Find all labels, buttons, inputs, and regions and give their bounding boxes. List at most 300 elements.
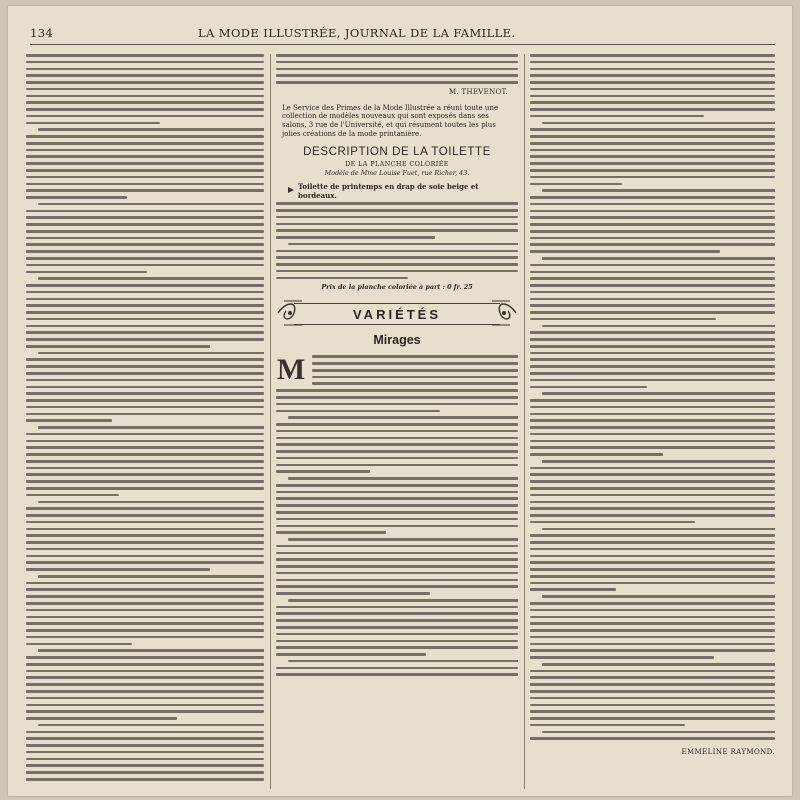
text-line (26, 155, 264, 158)
text-line (530, 318, 716, 321)
text-line (26, 183, 264, 186)
text-line (26, 487, 264, 490)
text-line (530, 155, 775, 158)
text-line (276, 470, 370, 473)
text-line (530, 101, 775, 104)
text-line (530, 440, 775, 443)
text-line (530, 250, 720, 253)
text-line (26, 257, 264, 260)
text-line (26, 446, 264, 449)
text-line (26, 345, 210, 348)
text-line (276, 209, 518, 212)
text-line (26, 663, 264, 666)
text-line (276, 545, 518, 548)
text-line (26, 406, 264, 409)
text-line (26, 298, 264, 301)
text-line (530, 521, 695, 524)
text-line (276, 423, 518, 426)
text-line (26, 588, 264, 591)
text-line (276, 236, 435, 239)
text-line (542, 392, 775, 395)
text-line (26, 467, 264, 470)
text-line (530, 365, 775, 368)
text-line (26, 284, 264, 287)
text-line (530, 358, 775, 361)
text-line (26, 210, 264, 213)
text-line (38, 649, 264, 652)
text-line (530, 142, 775, 145)
text-line (276, 263, 518, 266)
text-line (530, 74, 775, 77)
text-line (26, 325, 264, 328)
text-line (530, 683, 775, 686)
text-line (530, 338, 775, 341)
text-line (276, 612, 518, 615)
mirages-text (276, 355, 518, 676)
text-line (530, 636, 775, 639)
text-line (26, 676, 264, 679)
text-line (288, 416, 518, 419)
text-line (530, 95, 775, 98)
text-line (530, 210, 775, 213)
text-line (530, 717, 775, 720)
text-line (276, 552, 518, 555)
text-line (276, 504, 518, 507)
text-line (530, 494, 775, 497)
column-divider (270, 54, 271, 789)
text-line (26, 230, 264, 233)
text-line (26, 764, 264, 767)
text-line (530, 88, 775, 91)
text-line (26, 358, 264, 361)
text-line (530, 507, 775, 510)
text-line (312, 355, 518, 358)
text-line (26, 683, 264, 686)
text-line (26, 534, 264, 537)
text-line (530, 399, 775, 402)
left-text-column (26, 54, 264, 792)
text-line (530, 237, 775, 240)
text-line (542, 460, 775, 463)
text-line (276, 646, 518, 649)
text-line (530, 68, 775, 71)
text-line (26, 162, 264, 165)
text-line (530, 609, 775, 612)
text-line (26, 142, 264, 145)
text-line (530, 737, 775, 740)
text-line (38, 352, 264, 355)
text-line (276, 457, 518, 460)
text-line (530, 588, 616, 591)
text-line (542, 122, 775, 125)
text-line (542, 663, 775, 666)
text-line (38, 128, 264, 131)
varietes-vignette (276, 297, 518, 327)
text-line (26, 595, 264, 598)
text-line (530, 548, 775, 551)
text-line (276, 592, 430, 595)
text-line (542, 325, 775, 328)
text-line (276, 229, 518, 232)
text-line (276, 619, 518, 622)
text-line (26, 216, 264, 219)
text-line (530, 271, 775, 274)
text-line (276, 579, 518, 582)
text-line (530, 433, 775, 436)
text-line (38, 277, 264, 280)
text-line (288, 660, 518, 663)
text-line (26, 440, 264, 443)
text-line (530, 480, 775, 483)
text-line (276, 54, 518, 57)
signature-thevenot: M. THEVENOT. (449, 87, 508, 96)
text-line (26, 609, 264, 612)
right-text-column (530, 54, 775, 792)
text-line (26, 271, 147, 274)
middle-column (276, 54, 518, 792)
text-line (530, 656, 714, 659)
text-line (530, 176, 775, 179)
text-line (530, 413, 775, 416)
text-line (312, 382, 518, 385)
text-line (26, 169, 264, 172)
text-line (26, 311, 264, 314)
text-line (276, 68, 518, 71)
text-line (530, 230, 775, 233)
page-header (30, 24, 775, 42)
text-line (530, 487, 775, 490)
text-line (26, 122, 160, 125)
text-line (26, 561, 264, 564)
text-line (26, 771, 264, 774)
text-line (530, 304, 775, 307)
text-line (26, 616, 264, 619)
text-line (276, 443, 518, 446)
description-subtitle: DE LA PLANCHE COLORIÉE (345, 160, 449, 169)
text-line (26, 95, 264, 98)
text-line (530, 670, 775, 673)
text-line (26, 264, 264, 267)
text-line (530, 561, 775, 564)
text-line (26, 453, 264, 456)
text-line (276, 270, 518, 273)
text-line (26, 629, 264, 632)
text-line (26, 636, 264, 639)
text-line (26, 365, 264, 368)
header-rule (30, 44, 775, 45)
text-line (276, 531, 386, 534)
text-line (288, 477, 518, 480)
text-line (530, 710, 775, 713)
text-line (26, 108, 264, 111)
text-line (26, 196, 127, 199)
text-line (530, 386, 647, 389)
text-line (276, 491, 518, 494)
text-line (530, 534, 775, 537)
text-line (530, 291, 775, 294)
text-line (276, 403, 518, 406)
text-line (530, 649, 775, 652)
text-line (530, 196, 775, 199)
text-line (276, 565, 518, 568)
text-line (530, 541, 775, 544)
text-line (26, 758, 264, 761)
text-line (530, 622, 775, 625)
text-line (276, 430, 518, 433)
text-line (26, 778, 264, 781)
text-line (276, 277, 408, 280)
text-line (26, 419, 112, 422)
text-line (26, 622, 264, 625)
price-line: Prix de la planche coloriée à part : 0 fr. 25 (321, 283, 473, 292)
text-line (26, 670, 264, 673)
text-line (26, 54, 264, 57)
newspaper-page (8, 6, 792, 796)
text-line (276, 216, 518, 219)
mirages-article (276, 355, 518, 676)
text-line (530, 690, 775, 693)
text-line (530, 616, 775, 619)
text-line (26, 101, 264, 104)
text-line (530, 311, 775, 314)
text-line (276, 81, 518, 84)
text-line (530, 183, 622, 186)
running-title: LA MODE ILLUSTRÉE, JOURNAL DE LA FAMILLE. (198, 26, 516, 40)
middle-top-text (276, 54, 518, 84)
text-line (530, 345, 775, 348)
text-line (276, 410, 440, 413)
text-line (276, 511, 518, 514)
text-line (26, 541, 264, 544)
text-line (276, 437, 518, 440)
text-line (38, 575, 264, 578)
text-line (26, 135, 264, 138)
text-line (530, 419, 775, 422)
text-line (26, 68, 264, 71)
text-line (276, 518, 518, 521)
text-line (530, 284, 775, 287)
text-line (288, 243, 518, 246)
page-number: 134 (30, 26, 54, 40)
varietes-banner (294, 303, 500, 325)
service-primes-note: Le Service des Primes de la Mode Illustrée a réuni toute une collection de modèles nouveaux qui sont exposés dans ses salons, 3 rue de l'Université, et qui résument toutes les plus jolies créations de la mode printanière. (282, 103, 499, 138)
text-line (26, 460, 264, 463)
text-line (530, 467, 775, 470)
text-line (530, 298, 775, 301)
text-line (26, 61, 264, 64)
text-line (26, 372, 264, 375)
text-line (26, 507, 264, 510)
text-line (530, 555, 775, 558)
text-line (530, 426, 775, 429)
text-line (26, 697, 264, 700)
text-line (26, 413, 264, 416)
text-line (26, 656, 264, 659)
text-line (276, 572, 518, 575)
drop-cap-initial: M (276, 353, 306, 387)
text-line (530, 724, 685, 727)
text-line (38, 724, 264, 727)
text-line (26, 176, 264, 179)
text-line (276, 640, 518, 643)
text-line (26, 223, 264, 226)
text-line (530, 81, 775, 84)
text-line (38, 501, 264, 504)
description-models: Modèle de Mme Louise Fuet, rue Richer, 43. (324, 169, 470, 178)
text-line (530, 453, 663, 456)
text-line (530, 406, 775, 409)
text-line (26, 480, 264, 483)
text-line (26, 243, 264, 246)
text-line (542, 595, 775, 598)
text-line (26, 149, 264, 152)
text-line (276, 653, 426, 656)
text-line (26, 514, 264, 517)
text-line (312, 369, 518, 372)
text-line (542, 189, 775, 192)
text-line (26, 710, 264, 713)
text-line (26, 250, 264, 253)
text-line (276, 74, 518, 77)
text-line (276, 389, 518, 392)
text-line (530, 331, 775, 334)
text-line (276, 673, 518, 676)
text-line (530, 149, 775, 152)
text-line (26, 318, 264, 321)
text-line (276, 633, 518, 636)
text-line (276, 202, 518, 205)
text-line (312, 376, 518, 379)
text-line (26, 88, 264, 91)
text-line (26, 568, 210, 571)
mirages-title: Mirages (373, 333, 421, 348)
text-line (530, 203, 775, 206)
text-line (530, 128, 775, 131)
toilette-label: Toilette de printemps en drap de soie beige et bordeaux. (298, 182, 479, 200)
text-line (26, 237, 264, 240)
text-line (26, 582, 264, 585)
varietes-heading: VARIÉTÉS (352, 307, 442, 323)
text-line (38, 426, 264, 429)
text-line (26, 494, 119, 497)
text-line (530, 501, 775, 504)
text-line (542, 528, 775, 531)
text-line (26, 548, 264, 551)
text-line (26, 304, 264, 307)
text-line (26, 189, 264, 192)
text-line (530, 379, 775, 382)
text-line (276, 497, 518, 500)
text-line (530, 115, 704, 118)
text-line (530, 216, 775, 219)
text-line (530, 582, 775, 585)
text-line (276, 525, 518, 528)
text-line (530, 277, 775, 280)
text-line (276, 558, 518, 561)
text-line (276, 585, 518, 588)
text-line (312, 362, 518, 365)
text-line (530, 473, 775, 476)
text-line (26, 81, 264, 84)
text-line (530, 162, 775, 165)
text-line (530, 372, 775, 375)
text-line (530, 135, 775, 138)
text-line (530, 243, 775, 246)
text-line (530, 575, 775, 578)
text-line (26, 521, 264, 524)
text-line (26, 751, 264, 754)
text-line (38, 203, 264, 206)
text-line (530, 169, 775, 172)
text-line (26, 331, 264, 334)
text-line (530, 643, 775, 646)
text-line (276, 256, 518, 259)
text-line (530, 629, 775, 632)
text-line (26, 717, 177, 720)
text-line (26, 602, 264, 605)
toilette-description (276, 183, 518, 279)
text-line (26, 737, 264, 740)
text-line (26, 555, 264, 558)
text-line (530, 223, 775, 226)
text-line (530, 602, 775, 605)
text-line (26, 338, 264, 341)
text-line (530, 61, 775, 64)
text-line (530, 108, 775, 111)
text-line (530, 568, 775, 571)
text-line (276, 450, 518, 453)
text-line (530, 676, 775, 679)
text-line (26, 399, 264, 402)
text-line (530, 264, 775, 267)
text-line (276, 484, 518, 487)
text-line (26, 379, 264, 382)
column-divider (524, 54, 525, 789)
text-line (276, 626, 518, 629)
toilette-text (276, 202, 518, 279)
text-line (276, 464, 518, 467)
pointing-hand-icon (278, 183, 296, 197)
text-line (542, 731, 775, 734)
text-line (26, 643, 132, 646)
text-line (26, 386, 264, 389)
text-line (26, 392, 264, 395)
description-title: DESCRIPTION DE LA TOILETTE (303, 146, 491, 159)
text-line (26, 731, 264, 734)
text-line (530, 54, 775, 57)
text-line (288, 599, 518, 602)
text-line (542, 257, 775, 260)
text-line (530, 514, 775, 517)
text-line (530, 352, 775, 355)
text-line (530, 704, 775, 707)
text-line (26, 690, 264, 693)
text-line (26, 528, 264, 531)
text-line (276, 250, 518, 253)
text-line (26, 115, 264, 118)
text-line (26, 473, 264, 476)
text-line (26, 744, 264, 747)
text-line (530, 697, 775, 700)
text-line (26, 74, 264, 77)
text-line (276, 61, 518, 64)
text-line (276, 606, 518, 609)
text-line (288, 538, 518, 541)
text-line (276, 396, 518, 399)
text-line (276, 223, 518, 226)
signature-emmeline-raymond: EMMELINE RAYMOND. (681, 747, 775, 756)
text-line (26, 704, 264, 707)
